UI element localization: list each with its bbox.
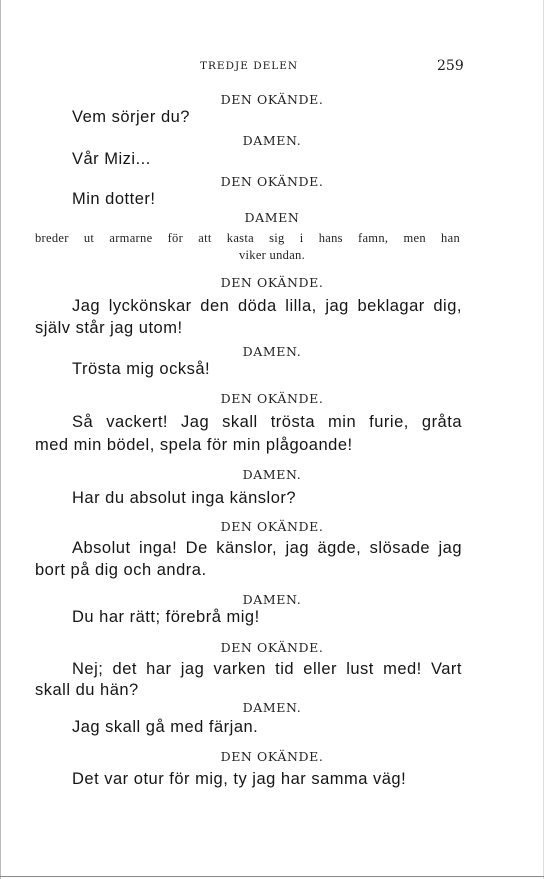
page-left-edge (0, 0, 1, 879)
dialogue-line: bort på dig och andra. (35, 561, 207, 579)
speaker-heading: DAMEN. (242, 700, 302, 715)
dialogue-line: själv står jag utom! (35, 319, 183, 337)
dialogue-line: Trösta mig också! (72, 360, 211, 378)
dialogue-line: Jag skall gå med färjan. (72, 718, 259, 736)
dialogue-line: Vem sörjer du? (72, 108, 190, 126)
speaker-heading: DEN OKÄNDE. (220, 174, 324, 189)
dialogue-line: Så vackert! Jag skall trösta min furie, gråta (72, 413, 462, 431)
dialogue-line: Nej; det har jag varken tid eller lust med! Vart (72, 660, 462, 678)
speaker-heading: DAMEN. (242, 133, 302, 148)
speaker-heading: DAMEN. (242, 344, 302, 359)
dialogue-line: med min bödel, spela för min plågoande! (35, 436, 353, 454)
running-title: TREDJE DELEN (200, 60, 299, 72)
stage-direction-line: viker undan. (238, 248, 306, 262)
speaker-heading: DAMEN. (242, 467, 302, 482)
speaker-heading: DEN OKÄNDE. (220, 275, 324, 290)
dialogue-line: skall du hän? (35, 681, 139, 699)
dialogue-line: Jag lyckönskar den döda lilla, jag beklagar dig, (72, 297, 462, 315)
page-number: 259 (437, 58, 464, 74)
page-bottom-edge (0, 876, 544, 877)
stage-direction-line: breder ut armarne för att kasta sig i hans famn, men han (35, 231, 460, 245)
speaker-heading: DEN OKÄNDE. (220, 640, 324, 655)
speaker-heading: DAMEN. (242, 592, 302, 607)
running-head (0, 60, 544, 76)
speaker-heading: DAMEN (244, 210, 300, 225)
dialogue-line: Absolut inga! De känslor, jag ägde, slösade jag (72, 539, 462, 557)
dialogue-line: Vår Mizi... (72, 150, 151, 168)
dialogue-line: Det var otur för mig, ty jag har samma väg! (72, 770, 407, 788)
speaker-heading: DEN OKÄNDE. (220, 92, 324, 107)
speaker-heading: DEN OKÄNDE. (220, 391, 324, 406)
dialogue-line: Du har rätt; förebrå mig! (72, 608, 260, 626)
speaker-heading: DEN OKÄNDE. (220, 519, 324, 534)
dialogue-line: Har du absolut inga känslor? (72, 489, 297, 507)
speaker-heading: DEN OKÄNDE. (220, 749, 324, 764)
dialogue-line: Min dotter! (72, 190, 156, 208)
